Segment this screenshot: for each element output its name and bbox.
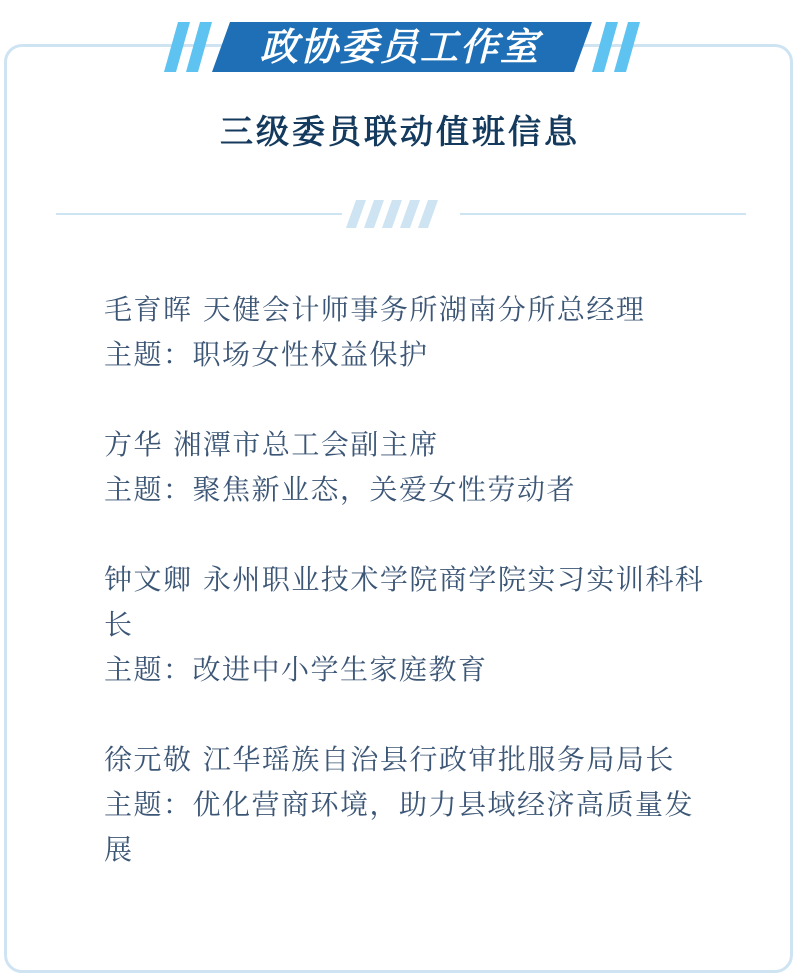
list-item [104,422,716,512]
member-name: 徐元敬 [104,743,193,776]
member-line [104,737,716,782]
member-name: 毛育晖 [104,293,193,326]
member-name: 钟文卿 [104,563,193,596]
member-title: 永州职业技术学院商学院实习实训科科长 [104,563,705,641]
member-title: 江华瑶族自治县行政审批服务局局长 [202,743,675,776]
topic-line [104,647,716,692]
member-title: 湘潭市总工会副主席 [173,428,439,461]
member-name: 方华 [104,428,164,461]
section-divider [56,196,746,232]
topic-label: 主题： [104,653,193,686]
topic-line [104,332,716,377]
member-line [104,557,716,647]
page-subtitle: 三级委员联动值班信息 [220,112,580,151]
topic-label: 主题： [104,338,193,371]
topic-text: 优化营商环境，助力县域经济高质量发展 [104,788,695,866]
topic-line [104,467,716,512]
topic-text: 聚焦新业态，关爱女性劳动者 [192,473,577,506]
topic-line [104,782,716,872]
member-line [104,287,716,332]
list-item [104,557,716,692]
topic-text: 职场女性权益保护 [192,338,429,371]
topic-label: 主题： [104,788,193,821]
duty-member-list [104,287,716,917]
topic-label: 主题： [104,473,193,506]
list-item [104,737,716,872]
topic-text: 改进中小学生家庭教育 [192,653,488,686]
list-item [104,287,716,377]
member-line [104,422,716,467]
header-banner [160,18,640,76]
banner-title: 政协委员工作室 [259,24,540,69]
member-title: 天健会计师事务所湖南分所总经理 [202,293,646,326]
